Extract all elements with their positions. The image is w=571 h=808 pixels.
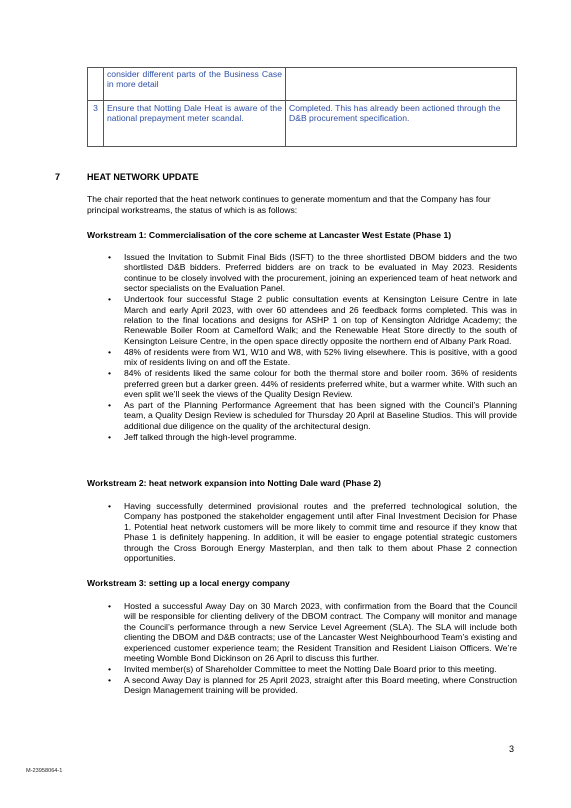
bullet-icon: • <box>108 252 112 262</box>
bullet-icon: • <box>108 431 112 442</box>
list-item <box>106 294 517 346</box>
action-text: Ensure that Notting Dale Heat is aware of the national prepayment meter scandal. <box>104 101 286 147</box>
list-item <box>106 368 517 399</box>
list-item <box>106 675 517 696</box>
section-intro: The chair reported that the heat network continues to generate momentum and that the Company has four principal workstreams, the status of which is as follows: <box>87 194 491 215</box>
workstream-3-list <box>106 601 517 696</box>
list-item <box>106 664 517 674</box>
list-item-text: 48% of residents were from W1, W10 and W8, with 52% living elsewhere. This is positive, with a good mix of residents living on and off the Estate. <box>124 346 517 368</box>
list-item-text: 84% of residents liked the same colour for both the thermal store and boiler room. 36% of residents preferred green but a darker green. 44% of residents preferred white, but a warmer white. With such an even split we’ll seek the views of the Quality Design Review. <box>124 368 517 400</box>
bullet-icon: • <box>108 601 112 611</box>
list-item-text: Undertook four successful Stage 2 public consultation events at Kensington Leisure Centre in late March and early April 2023, with over 60 attendees and 26 feedback forms completed. This was in relation to the final locations and designs for ASHP 1 on top of Kensington Aldridge Academy; the Renewable Boiler Room at Camelford Walk; and the Renewable Heat Store directly to the south of Kensington Leisure Centre, in the open space directly opposite the northern end of Albany Park Road. <box>124 294 517 346</box>
action-status <box>286 68 517 101</box>
action-number <box>88 68 104 101</box>
list-item <box>106 432 517 442</box>
action-status: Completed. This has already been actioned through the D&B procurement specification. <box>286 101 517 147</box>
workstream-2-list <box>106 501 517 564</box>
table-row <box>88 68 517 101</box>
workstream-1-list <box>106 252 517 443</box>
list-item <box>106 601 517 663</box>
action-number: 3 <box>88 101 104 147</box>
section-title: HEAT NETWORK UPDATE <box>87 172 199 182</box>
list-item <box>106 347 517 368</box>
bullet-icon: • <box>108 368 112 379</box>
workstream-1-heading: Workstream 1: Commercialisation of the core scheme at Lancaster West Estate (Phase 1) <box>87 230 452 240</box>
list-item-text: Hosted a successful Away Day on 30 March 2023, with confirmation from the Board that the Council will be responsible for clienting delivery of the DBOM contract. The Company will monitor and manage the Council’s performance through a new Service Level Agreement (SLA). The SLA will include both clienting the DBOM and D&B contracts; use of the Lancaster West Neighbourhood Team’s existing and experienced customer experience team; the Resident Transition and Resident Liaison Officers. We’re meeting Womble Bond Dickinson on 26 April to discuss this further. <box>124 601 517 664</box>
list-item <box>106 501 517 563</box>
list-item <box>106 252 517 294</box>
list-item-text: Having successfully determined provisional routes and the preferred technological solution, the Company has postponed the stakeholder engagement until after Final Investment Decision for Phase 1. Potential heat network customers will be more likely to commit time and resource if they know that Phase 1 is definitely happening. In addition, it will be easier to engage potential strategic customers through the Cross Borough Energy Masterplan, and then talk to them about Phase 2 connection opportunities. <box>124 501 517 564</box>
list-item <box>106 400 517 431</box>
actions-table <box>87 67 517 147</box>
workstream-3-heading: Workstream 3: setting up a local energy company <box>87 578 290 588</box>
section-number: 7 <box>55 172 61 182</box>
bullet-icon: • <box>108 294 112 305</box>
bullet-icon: • <box>108 400 112 411</box>
list-item-text: Invited member(s) of Shareholder Committee to meet the Notting Dale Board prior to this meeting. <box>124 664 497 675</box>
bullet-icon: • <box>108 501 112 511</box>
bullet-icon: • <box>108 675 112 686</box>
list-item-text: Jeff talked through the high-level programme. <box>124 431 297 442</box>
list-item-text: Issued the Invitation to Submit Final Bids (ISFT) to the three shortlisted DBOM bidders and the two shortlisted D&B bidders. Preferred bidders are on track to be evaluated in May 2023. Residents continue to be closely involved with the procurement, joining an experienced team of heat network and sector specialists on the Evaluation Panel. <box>124 252 517 294</box>
list-item-text: A second Away Day is planned for 25 April 2023, straight after this Board meeting, where Construction Design Management training will be provided. <box>124 675 517 696</box>
bullet-icon: • <box>108 346 112 357</box>
workstream-2-heading: Workstream 2: heat network expansion into Notting Dale ward (Phase 2) <box>87 478 382 488</box>
list-item-text: As part of the Planning Performance Agreement that has been signed with the Council’s Planning team, a Quality Design Review is scheduled for Thursday 20 April at Baseline Studios. This will provide additional due diligence on the quality of the architectural design. <box>124 400 517 431</box>
page-number: 3 <box>509 744 515 754</box>
bullet-icon: • <box>108 664 112 675</box>
table-row <box>88 101 517 147</box>
document-reference: M-23958064-1 <box>26 768 63 774</box>
action-text: consider different parts of the Business Case in more detail <box>104 68 286 101</box>
